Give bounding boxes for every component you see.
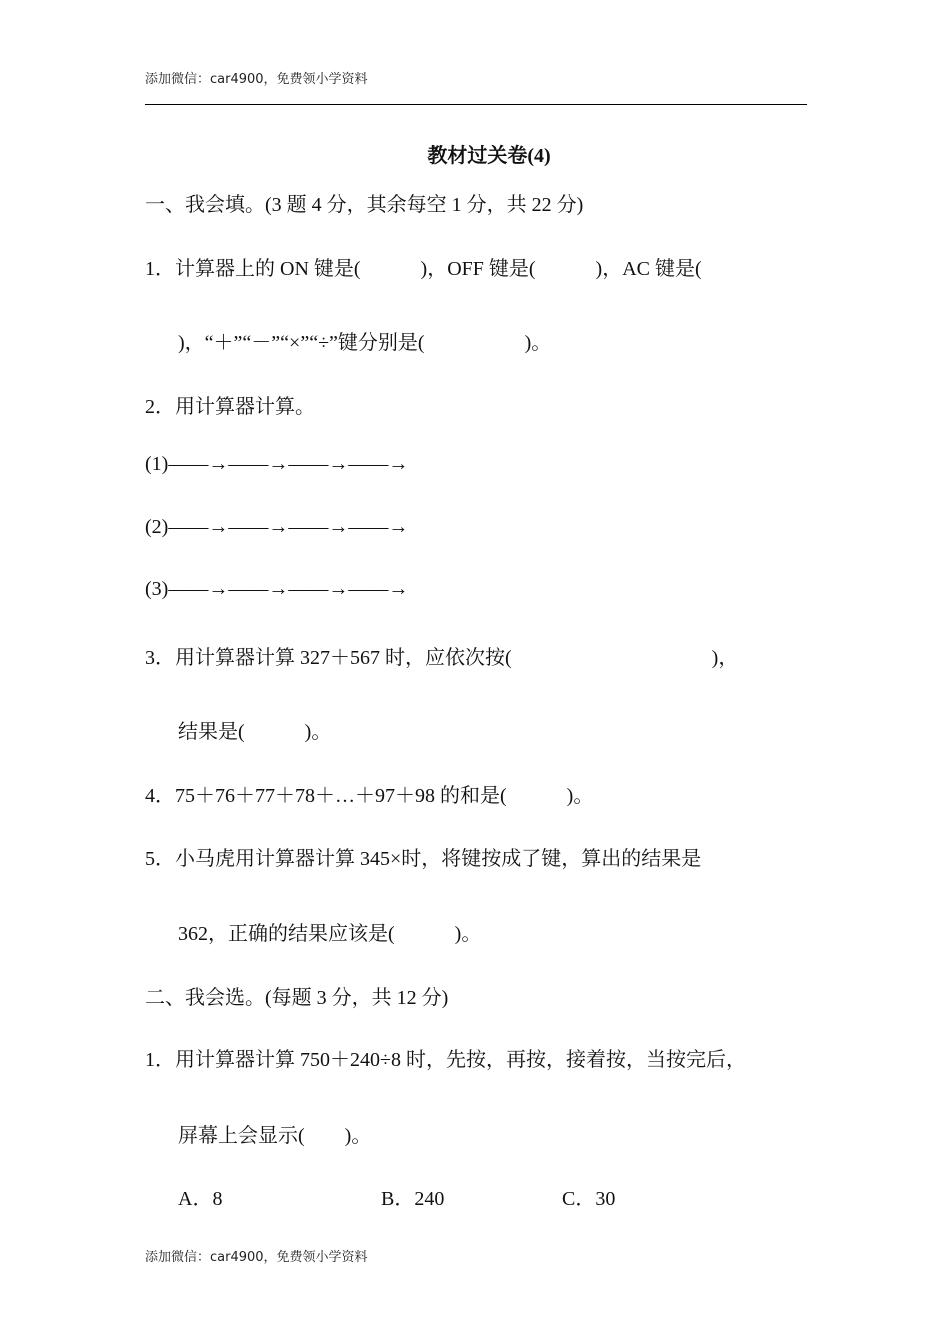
q5-line2: 362，正确的结果应该是( )。 (178, 923, 482, 945)
s2-q1-line1: 1．用计算器计算 750＋240÷8 时，先按，再按，接着按，当按完后， (145, 1049, 746, 1071)
header-watermark-top: 添加微信：car4900，免费领小学资料 (145, 72, 368, 87)
q1-line1: 1．计算器上的 ON 键是( )，OFF 键是( )，AC 键是( (145, 258, 702, 280)
q3-line2: 结果是( )。 (178, 721, 332, 743)
header-watermark-bottom: 添加微信：car4900，免费领小学资料 (145, 1250, 368, 1265)
option-b: B．240 (381, 1188, 445, 1210)
q2-sub2: (2)——→——→——→——→ (145, 516, 409, 538)
q2-heading: 2．用计算器计算。 (145, 396, 315, 418)
option-a: A．8 (178, 1188, 223, 1210)
header-rule (145, 104, 807, 105)
option-c: C．30 (562, 1188, 616, 1210)
q1-line2: )，“＋”“－”“×”“÷”键分别是( )。 (178, 332, 552, 354)
q5-line1: 5．小马虎用计算器计算 345×时，将键按成了键，算出的结果是 (145, 848, 702, 870)
s2-q1-line2: 屏幕上会显示( )。 (178, 1125, 372, 1147)
section2-heading: 二、我会选。(每题 3 分，共 12 分) (145, 987, 449, 1009)
q3-line1: 3．用计算器计算 327＋567 时，应依次按( )， (145, 647, 739, 669)
q4-line: 4．75＋76＋77＋78＋…＋97＋98 的和是( )。 (145, 785, 594, 807)
q2-sub3: (3)——→——→——→——→ (145, 578, 409, 600)
section1-heading: 一、我会填。(3 题 4 分，其余每空 1 分，共 22 分) (145, 194, 584, 216)
q2-sub1: (1)——→——→——→——→ (145, 453, 409, 475)
page-title: 教材过关卷(4) (427, 145, 551, 167)
